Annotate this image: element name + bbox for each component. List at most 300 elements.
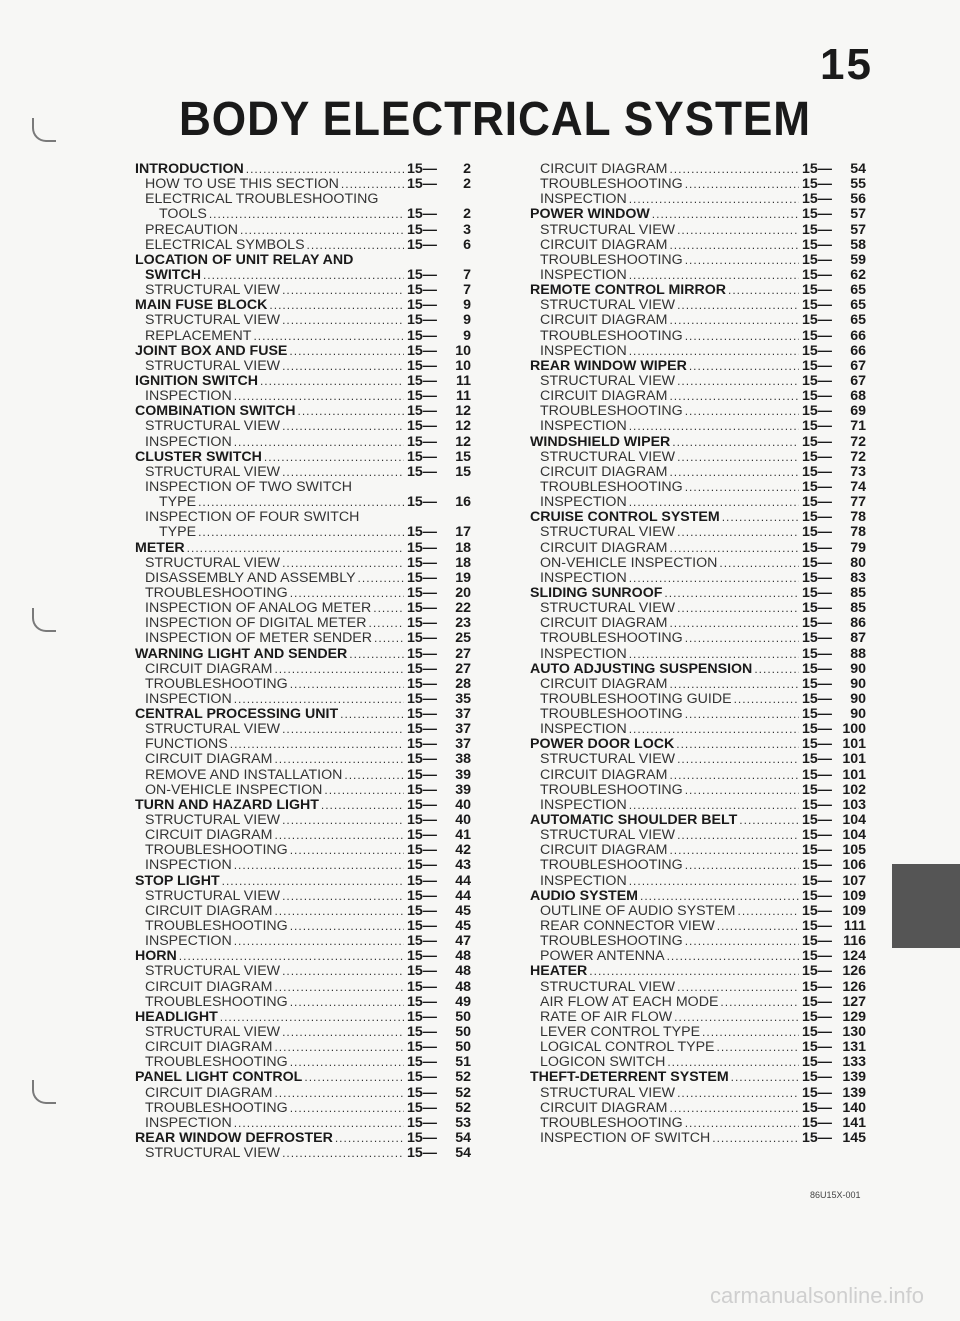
toc-entry (135, 707, 471, 722)
toc-entry (135, 980, 471, 995)
toc-entry-label: PRECAUTION (145, 221, 239, 238)
toc-dot-leader (198, 525, 404, 540)
toc-section-prefix: 15— (802, 282, 832, 299)
toc-entry-page (802, 510, 866, 525)
toc-entry (530, 1055, 866, 1070)
toc-dot-leader (669, 1101, 799, 1116)
toc-entry (135, 1131, 471, 1146)
toc-entry-label: STRUCTURAL VIEW (540, 448, 676, 465)
toc-entry-label: INSPECTION (145, 933, 232, 950)
toc-entry-label: INSPECTION (540, 796, 627, 813)
toc-section-prefix: 15— (407, 1008, 437, 1025)
toc-page-number: 27 (455, 660, 471, 677)
toc-entry-label: CIRCUIT DIAGRAM (540, 236, 668, 253)
toc-entry-page (407, 495, 471, 510)
toc-entry (530, 556, 866, 571)
toc-entry (135, 874, 471, 889)
toc-section-prefix: 15— (802, 554, 832, 571)
toc-dot-leader (669, 238, 799, 253)
toc-dot-leader (198, 495, 404, 510)
toc-dot-leader (640, 889, 799, 904)
toc-section-prefix: 15— (802, 615, 832, 632)
toc-entry (530, 752, 866, 767)
toc-section-prefix: 15— (802, 736, 832, 753)
toc-page-number: 2 (463, 161, 471, 177)
toc-section-prefix: 15— (407, 312, 437, 329)
toc-page-number: 58 (850, 236, 866, 253)
toc-entry-page (802, 374, 866, 389)
toc-section-prefix: 15— (802, 584, 832, 601)
toc-entry-page (802, 313, 866, 328)
toc-entry-label: MAIN FUSE BLOCK (135, 297, 268, 314)
toc-page-number: 37 (455, 706, 471, 723)
toc-entry-label: CIRCUIT DIAGRAM (540, 161, 668, 177)
toc-entry-label: INSPECTION (145, 433, 232, 450)
toc-section-prefix: 15— (407, 872, 437, 889)
toc-section-prefix: 15— (407, 221, 437, 238)
toc-section-prefix: 15— (407, 1084, 437, 1101)
toc-entry-label: TROUBLESHOOTING (540, 251, 683, 268)
toc-entry (530, 238, 866, 253)
toc-section-prefix: 15— (802, 675, 832, 692)
toc-entry-label: INSPECTION (540, 191, 627, 208)
toc-entry-page (802, 525, 866, 540)
toc-entry (530, 1040, 866, 1055)
toc-entry (135, 677, 471, 692)
toc-section-prefix: 15— (407, 372, 437, 389)
toc-section-prefix: 15— (802, 902, 832, 919)
toc-entry (135, 313, 471, 328)
toc-entry-label: CIRCUIT DIAGRAM (145, 751, 273, 768)
toc-page-number: 101 (842, 751, 866, 768)
toc-dot-leader (230, 737, 404, 752)
toc-section-prefix: 15— (407, 1039, 437, 1056)
toc-entry (135, 192, 471, 207)
toc-section-prefix: 15— (407, 1130, 437, 1146)
toc-section-prefix: 15— (407, 1054, 437, 1071)
toc-entry-label: HOW TO USE THIS SECTION (145, 176, 339, 193)
toc-section-prefix: 15— (802, 1008, 832, 1025)
toc-entry-page (407, 1116, 471, 1131)
toc-page-number: 102 (842, 781, 866, 798)
toc-section-prefix: 15— (802, 796, 832, 813)
toc-entry (135, 450, 471, 465)
toc-entry (135, 510, 471, 525)
toc-page-number: 80 (850, 554, 866, 571)
toc-entry (135, 858, 471, 873)
toc-section-prefix: 15— (407, 660, 437, 677)
toc-entry (530, 313, 866, 328)
toc-page-number: 15 (455, 448, 471, 465)
toc-dot-leader (676, 737, 799, 752)
toc-entry-label: INSPECTION (540, 872, 627, 889)
toc-section-prefix: 15— (802, 463, 832, 480)
toc-page-number: 53 (455, 1114, 471, 1131)
toc-entry-label: INSPECTION OF FOUR SWITCH (145, 509, 360, 526)
toc-entry-label: CENTRAL PROCESSING UNIT (135, 706, 339, 723)
toc-entry-page (802, 253, 866, 268)
toc-entry-page (407, 752, 471, 767)
toc-entry (530, 162, 866, 177)
toc-entry-page (407, 1086, 471, 1101)
toc-page-number: 65 (850, 312, 866, 329)
toc-entry-label: FUNCTIONS (145, 736, 228, 753)
toc-page-number: 12 (455, 403, 471, 420)
toc-entry-label: CIRCUIT DIAGRAM (540, 675, 668, 692)
toc-dot-leader (298, 404, 404, 419)
toc-page-number: 62 (850, 266, 866, 283)
toc-entry-label: TROUBLESHOOTING (145, 918, 288, 935)
toc-page-number: 104 (842, 827, 866, 844)
toc-entry (135, 843, 471, 858)
toc-entry-page (802, 283, 866, 298)
toc-page-number: 131 (842, 1039, 866, 1056)
toc-dot-leader (669, 677, 799, 692)
toc-section-prefix: 15— (407, 948, 437, 965)
binder-hole-mark-bottom (32, 1080, 56, 1104)
toc-entry (530, 798, 866, 813)
toc-entry-page (407, 571, 471, 586)
toc-entry-label: INSPECTION (145, 388, 232, 405)
toc-entry-label: TROUBLESHOOTING (540, 706, 683, 723)
toc-dot-leader (203, 268, 404, 283)
toc-entry-label: INSPECTION OF METER SENDER (145, 630, 373, 647)
toc-section-prefix: 15— (802, 751, 832, 768)
toc-section-prefix: 15— (407, 1069, 437, 1086)
toc-section-prefix: 15— (802, 978, 832, 995)
toc-page-number: 100 (842, 721, 866, 738)
toc-entry-label: REAR CONNECTOR VIEW (540, 918, 715, 935)
toc-page-number: 43 (455, 857, 471, 874)
toc-dot-leader (717, 919, 799, 934)
toc-section-prefix: 15— (802, 600, 832, 617)
toc-dot-leader (664, 586, 799, 601)
toc-section-prefix: 15— (407, 433, 437, 450)
toc-dot-leader (344, 768, 404, 783)
toc-page-number: 22 (455, 600, 471, 617)
toc-entry-label: INSPECTION (145, 690, 232, 707)
toc-entry (135, 1070, 471, 1085)
toc-dot-leader (629, 647, 799, 662)
toc-entry-page (407, 919, 471, 934)
toc-section-prefix: 15— (802, 448, 832, 465)
toc-entry-label: INSPECTION (540, 342, 627, 359)
toc-dot-leader (290, 586, 404, 601)
toc-entry-page (802, 1010, 866, 1025)
toc-entry (530, 722, 866, 737)
toc-entry (135, 828, 471, 843)
toc-entry-page (407, 783, 471, 798)
toc-entry-label: PANEL LIGHT CONTROL (135, 1069, 303, 1086)
toc-dot-leader (728, 283, 799, 298)
toc-entry-page (407, 934, 471, 949)
toc-entry (530, 707, 866, 722)
toc-page-number: 127 (842, 993, 866, 1010)
toc-section-prefix: 15— (407, 993, 437, 1010)
toc-entry-page (802, 177, 866, 192)
toc-entry-label: COMBINATION SWITCH (135, 403, 296, 420)
toc-dot-leader (274, 828, 404, 843)
toc-page-number: 16 (455, 494, 471, 511)
toc-entry-page (802, 1025, 866, 1040)
toc-entry (135, 904, 471, 919)
toc-section-prefix: 15— (407, 887, 437, 904)
toc-page-number: 54 (455, 1130, 471, 1146)
toc-section-prefix: 15— (407, 569, 437, 586)
toc-entry-label: CIRCUIT DIAGRAM (145, 1084, 273, 1101)
toc-dot-leader (341, 177, 404, 192)
toc-section-prefix: 15— (802, 766, 832, 783)
toc-entry-page (407, 813, 471, 828)
toc-entry-label: CIRCUIT DIAGRAM (540, 388, 668, 405)
toc-entry-page (802, 722, 866, 737)
section-side-tab (892, 864, 960, 948)
toc-dot-leader (717, 1040, 800, 1055)
toc-entry (530, 253, 866, 268)
toc-entry-label: REAR WINDOW DEFROSTER (135, 1130, 333, 1146)
toc-entry (135, 798, 471, 813)
toc-entry-page (407, 238, 471, 253)
toc-page-number: 72 (850, 448, 866, 465)
toc-entry (135, 995, 471, 1010)
toc-entry-page (802, 889, 866, 904)
toc-section-prefix: 15— (407, 918, 437, 935)
toc-dot-leader (269, 298, 404, 313)
toc-page-number: 90 (850, 706, 866, 723)
toc-entry-label: CIRCUIT DIAGRAM (540, 842, 668, 859)
toc-dot-leader (240, 223, 404, 238)
toc-dot-leader (629, 874, 799, 889)
toc-page-number: 57 (850, 221, 866, 238)
toc-page-number: 90 (850, 675, 866, 692)
toc-entry-page (802, 1101, 866, 1116)
toc-entry-page (802, 389, 866, 404)
toc-section-prefix: 15— (407, 282, 437, 299)
toc-page-number: 18 (455, 554, 471, 571)
toc-entry-page (407, 662, 471, 677)
toc-entry-label: WINDSHIELD WIPER (530, 433, 671, 450)
toc-entry-label: METER (135, 539, 185, 556)
toc-entry (530, 768, 866, 783)
toc-entry-page (802, 450, 866, 465)
toc-page-number: 20 (455, 584, 471, 601)
toc-section-prefix: 15— (802, 266, 832, 283)
toc-dot-leader (589, 964, 799, 979)
toc-entry-label: TYPE (159, 494, 197, 511)
toc-entry-label: REPLACEMENT (145, 327, 252, 344)
toc-dot-leader (685, 858, 799, 873)
toc-page-number: 65 (850, 282, 866, 299)
toc-entry-label: INSPECTION OF SWITCH (540, 1130, 711, 1146)
toc-dot-leader (719, 556, 799, 571)
toc-dot-leader (629, 419, 799, 434)
toc-section-prefix: 15— (407, 615, 437, 632)
toc-section-prefix: 15— (802, 388, 832, 405)
toc-entry (135, 495, 471, 510)
toc-page-number: 54 (455, 1145, 471, 1162)
toc-entry-label: ON-VEHICLE INSPECTION (540, 554, 718, 571)
toc-dot-leader (234, 389, 404, 404)
toc-entry (530, 283, 866, 298)
toc-section-prefix: 15— (802, 993, 832, 1010)
toc-entry-label: AUTO ADJUSTING SUSPENSION (530, 660, 753, 677)
toc-entry-page (802, 662, 866, 677)
toc-dot-leader (669, 616, 799, 631)
toc-entry-page (802, 207, 866, 222)
toc-section-prefix: 15— (802, 660, 832, 677)
toc-page-number: 15 (455, 463, 471, 480)
toc-section-prefix: 15— (407, 539, 437, 556)
toc-entry-label: STRUCTURAL VIEW (145, 963, 281, 980)
toc-entry (530, 828, 866, 843)
toc-entry (530, 465, 866, 480)
toc-entry-label: TROUBLESHOOTING (540, 630, 683, 647)
toc-entry-label: AUTOMATIC SHOULDER BELT (530, 812, 738, 829)
toc-entry (530, 586, 866, 601)
toc-entry-label: TROUBLESHOOTING (540, 478, 683, 495)
toc-section-prefix: 15— (802, 1114, 832, 1131)
toc-entry-page (802, 677, 866, 692)
toc-section-prefix: 15— (407, 524, 437, 541)
toc-entry-page (802, 707, 866, 722)
toc-entry (135, 631, 471, 646)
toc-entry (135, 1116, 471, 1131)
toc-dot-leader (712, 1131, 799, 1146)
toc-section-prefix: 15— (407, 796, 437, 813)
toc-entry (135, 465, 471, 480)
toc-section-prefix: 15— (407, 766, 437, 783)
toc-entry (530, 525, 866, 540)
toc-entry (135, 435, 471, 450)
toc-entry-label: INSPECTION (540, 721, 627, 738)
toc-dot-leader (274, 904, 404, 919)
toc-section-prefix: 15— (407, 236, 437, 253)
toc-dot-leader (209, 207, 404, 222)
toc-dot-leader (669, 768, 799, 783)
toc-page-number: 51 (455, 1054, 471, 1071)
toc-entry (530, 480, 866, 495)
toc-page-number: 85 (850, 600, 866, 617)
toc-entry (530, 450, 866, 465)
toc-page-number: 42 (455, 842, 471, 859)
toc-dot-leader (234, 435, 404, 450)
toc-entry (135, 283, 471, 298)
toc-entry-label: INSPECTION (540, 645, 627, 662)
toc-dot-leader (677, 1086, 799, 1101)
toc-page-number: 40 (455, 796, 471, 813)
toc-entry-label: CRUISE CONTROL SYSTEM (530, 509, 720, 526)
toc-section-prefix: 15— (407, 161, 437, 177)
toc-section-prefix: 15— (802, 1054, 832, 1071)
toc-dot-leader (234, 934, 404, 949)
toc-section-prefix: 15— (407, 1145, 437, 1162)
toc-entry (135, 359, 471, 374)
toc-entry-page (407, 964, 471, 979)
toc-section-prefix: 15— (802, 191, 832, 208)
toc-section-prefix: 15— (802, 918, 832, 935)
toc-page-number: 37 (455, 721, 471, 738)
toc-entry-page (802, 435, 866, 450)
toc-section-prefix: 15— (802, 933, 832, 950)
toc-section-prefix: 15— (802, 206, 832, 223)
toc-dot-leader (685, 177, 799, 192)
toc-entry-label: IGNITION SWITCH (135, 372, 258, 389)
toc-page-number: 109 (842, 887, 866, 904)
toc-entry-page (407, 329, 471, 344)
toc-entry-page (802, 298, 866, 313)
toc-entry (530, 980, 866, 995)
toc-page-number: 73 (850, 463, 866, 480)
toc-entry-page (407, 162, 471, 177)
toc-dot-leader (677, 298, 799, 313)
toc-section-prefix: 15— (407, 781, 437, 798)
toc-page-number: 52 (455, 1099, 471, 1116)
toc-entry (530, 858, 866, 873)
toc-dot-leader (349, 647, 404, 662)
toc-section-prefix: 15— (802, 887, 832, 904)
toc-page-number: 57 (850, 206, 866, 223)
toc-section-prefix: 15— (802, 706, 832, 723)
toc-entry-page (802, 752, 866, 767)
toc-entry (135, 964, 471, 979)
toc-page-number: 78 (850, 524, 866, 541)
toc-entry-page (407, 298, 471, 313)
toc-entry-label: INSPECTION (540, 569, 627, 586)
toc-entry-page (802, 1086, 866, 1101)
toc-entry (530, 177, 866, 192)
toc-dot-leader (677, 980, 799, 995)
toc-entry-label: INSPECTION (540, 418, 627, 435)
toc-dot-leader (234, 1116, 404, 1131)
toc-entry (530, 889, 866, 904)
toc-entry-page (802, 647, 866, 662)
toc-entry-page (407, 1131, 471, 1146)
toc-section-prefix: 15— (802, 948, 832, 965)
toc-section-prefix: 15— (407, 388, 437, 405)
toc-entry-page (802, 631, 866, 646)
toc-dot-leader (672, 435, 799, 450)
toc-page-number: 50 (455, 1024, 471, 1041)
toc-entry (135, 1040, 471, 1055)
toc-dot-leader (629, 798, 799, 813)
toc-entry-label: STRUCTURAL VIEW (540, 827, 676, 844)
toc-entry-page (407, 359, 471, 374)
toc-page-number: 48 (455, 963, 471, 980)
toc-dot-leader (669, 313, 799, 328)
toc-entry-label: TROUBLESHOOTING (540, 781, 683, 798)
toc-entry-page (802, 223, 866, 238)
toc-entry-label: TROUBLESHOOTING (540, 1114, 683, 1131)
toc-page-number: 28 (455, 675, 471, 692)
toc-page-number: 65 (850, 297, 866, 314)
toc-section-prefix: 15— (802, 357, 832, 374)
toc-entry-label: POWER ANTENNA (540, 948, 665, 965)
toc-entry-label: STRUCTURAL VIEW (145, 463, 281, 480)
toc-dot-leader (222, 874, 404, 889)
toc-page-number: 139 (842, 1069, 866, 1086)
toc-section-prefix: 15— (407, 645, 437, 662)
toc-entry-page (407, 874, 471, 889)
toc-page-number: 74 (850, 478, 866, 495)
toc-dot-leader (674, 1010, 799, 1025)
toc-entry-label: CIRCUIT DIAGRAM (540, 1099, 668, 1116)
toc-dot-leader (282, 1025, 404, 1040)
toc-entry (530, 541, 866, 556)
toc-dot-leader (731, 1070, 799, 1085)
toc-dot-leader (685, 253, 799, 268)
toc-entry-label: STRUCTURAL VIEW (145, 721, 281, 738)
toc-page-number: 7 (463, 266, 471, 283)
